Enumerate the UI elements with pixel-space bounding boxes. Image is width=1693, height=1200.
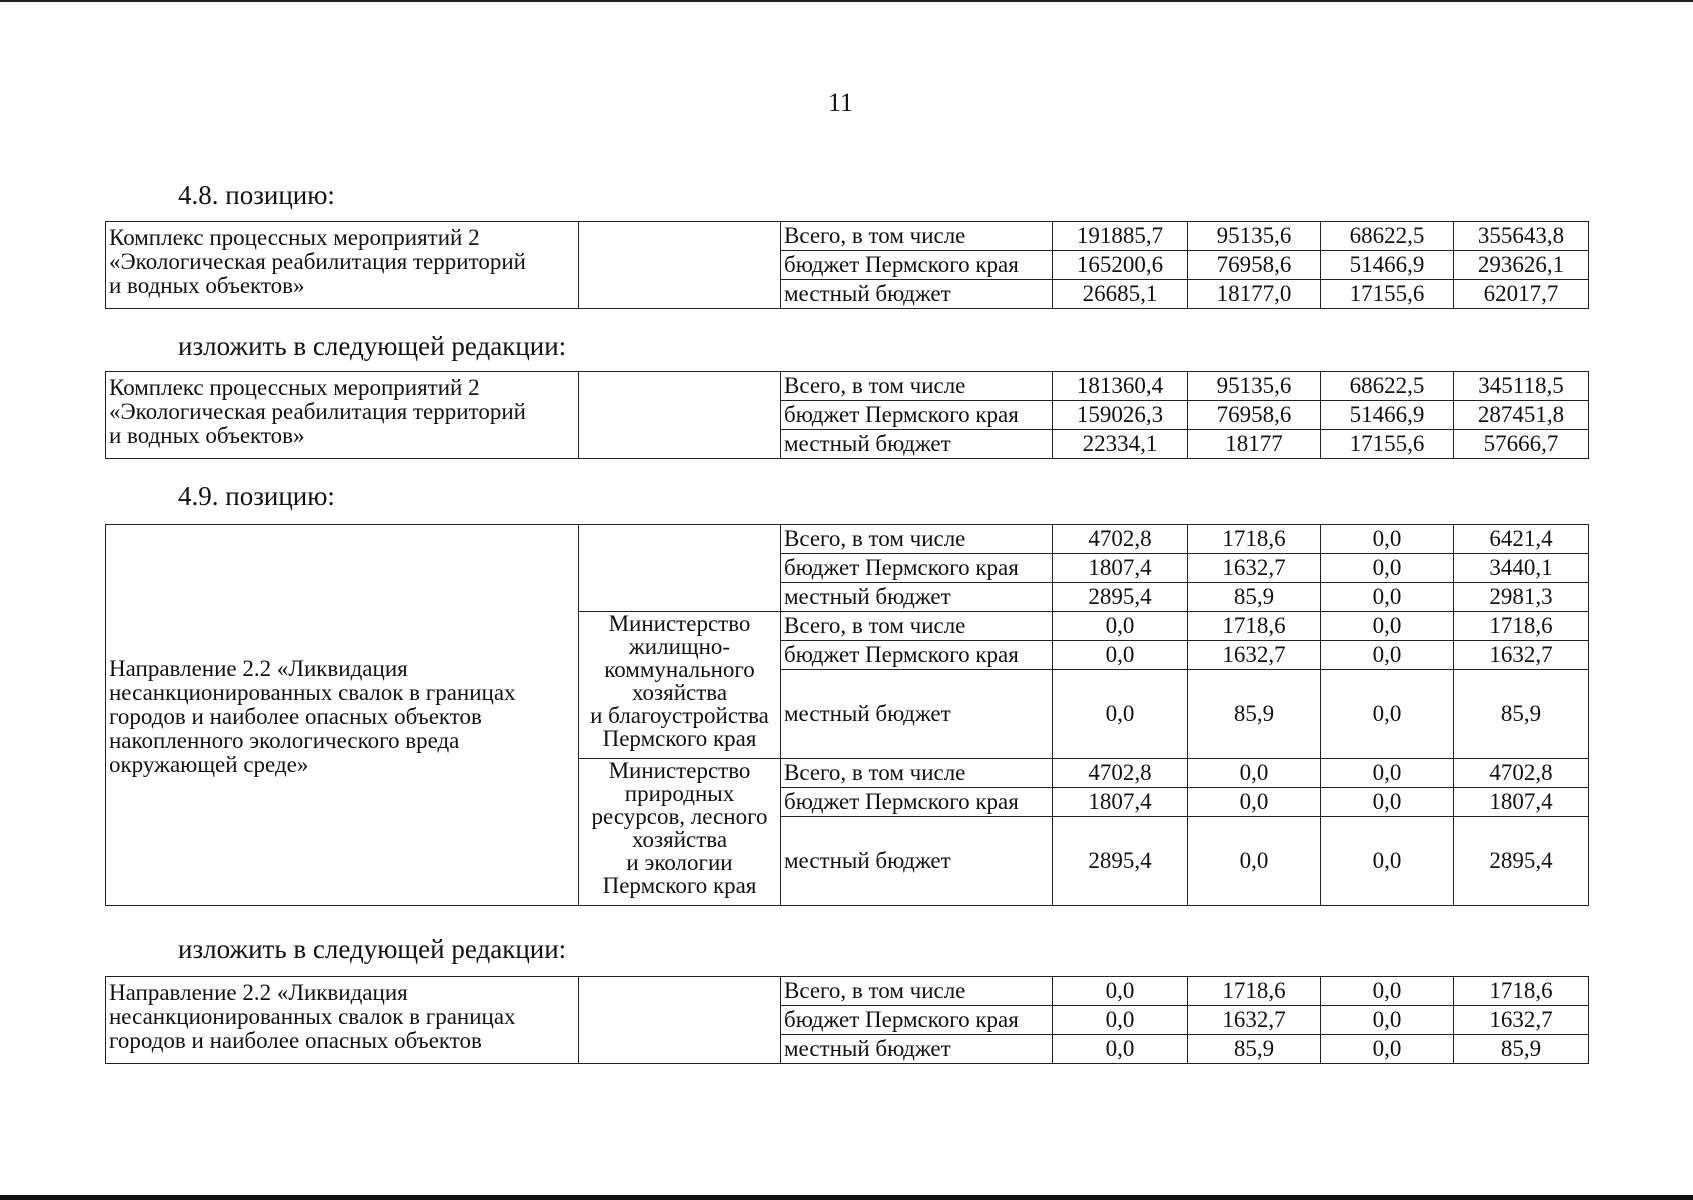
funding-source-cell: местный бюджет — [781, 280, 1053, 309]
table-row — [106, 977, 1589, 1006]
value-cell: 345118,5 — [1454, 372, 1589, 401]
value-cell: 3440,1 — [1454, 554, 1589, 583]
scan-edge-bottom — [0, 1195, 1693, 1200]
position-name-cell: Направление 2.2 «Ликвидация несанкционированных свалок в границах городов и наиболее опасных объектов — [106, 977, 579, 1064]
value-cell: 18177 — [1188, 430, 1321, 459]
value-cell: 1718,6 — [1188, 612, 1321, 641]
value-cell: 0,0 — [1188, 759, 1321, 788]
funding-source-cell: бюджет Пермского края — [781, 641, 1053, 670]
value-cell: 17155,6 — [1321, 430, 1454, 459]
value-cell: 85,9 — [1188, 1035, 1321, 1064]
position-table-4-8-new — [105, 371, 1589, 459]
value-cell: 0,0 — [1321, 583, 1454, 612]
value-cell: 0,0 — [1188, 817, 1321, 906]
scan-edge-top — [0, 0, 1693, 2]
value-cell: 17155,6 — [1321, 280, 1454, 309]
position-name-cell: Направление 2.2 «Ликвидация несанкционированных свалок в границах городов и наиболее опасных объектов накопленного экологического вреда окружающей среде» — [106, 525, 579, 906]
funding-source-cell: бюджет Пермского края — [781, 251, 1053, 280]
value-cell: 165200,6 — [1053, 251, 1188, 280]
value-cell: 2895,4 — [1053, 817, 1188, 906]
value-cell: 85,9 — [1454, 670, 1589, 759]
value-cell: 0,0 — [1321, 525, 1454, 554]
value-cell: 0,0 — [1321, 817, 1454, 906]
executor-cell — [579, 222, 781, 309]
value-cell: 0,0 — [1053, 1006, 1188, 1035]
executor-cell — [579, 977, 781, 1064]
section-heading-4-8: 4.8. позицию: — [178, 180, 335, 210]
funding-source-cell: местный бюджет — [781, 670, 1053, 759]
section-heading-4-9: 4.9. позицию: — [178, 481, 335, 511]
funding-source-cell: Всего, в том числе — [781, 759, 1053, 788]
value-cell: 0,0 — [1053, 641, 1188, 670]
value-cell: 57666,7 — [1454, 430, 1589, 459]
value-cell: 6421,4 — [1454, 525, 1589, 554]
value-cell: 18177,0 — [1188, 280, 1321, 309]
position-name-cell: Комплекс процессных мероприятий 2 «Экологическая реабилитация территорий и водных объектов» — [106, 222, 579, 309]
funding-source-cell: Всего, в том числе — [781, 525, 1053, 554]
value-cell: 76958,6 — [1188, 401, 1321, 430]
value-cell: 0,0 — [1321, 612, 1454, 641]
table-row — [106, 222, 1589, 251]
funding-source-cell: Всего, в том числе — [781, 977, 1053, 1006]
value-cell: 355643,8 — [1454, 222, 1589, 251]
value-cell: 1632,7 — [1188, 554, 1321, 583]
value-cell: 0,0 — [1188, 788, 1321, 817]
value-cell: 159026,3 — [1053, 401, 1188, 430]
funding-source-cell: местный бюджет — [781, 430, 1053, 459]
value-cell: 1718,6 — [1188, 525, 1321, 554]
value-cell: 1718,6 — [1188, 977, 1321, 1006]
value-cell: 1632,7 — [1188, 1006, 1321, 1035]
value-cell: 62017,7 — [1454, 280, 1589, 309]
value-cell: 51466,9 — [1321, 401, 1454, 430]
value-cell: 0,0 — [1321, 788, 1454, 817]
value-cell: 85,9 — [1188, 583, 1321, 612]
value-cell: 68622,5 — [1321, 222, 1454, 251]
value-cell: 51466,9 — [1321, 251, 1454, 280]
value-cell: 0,0 — [1053, 1035, 1188, 1064]
value-cell: 95135,6 — [1188, 222, 1321, 251]
funding-source-cell: Всего, в том числе — [781, 372, 1053, 401]
value-cell: 1807,4 — [1053, 554, 1188, 583]
value-cell: 85,9 — [1188, 670, 1321, 759]
value-cell: 1807,4 — [1053, 788, 1188, 817]
funding-source-cell: бюджет Пермского края — [781, 401, 1053, 430]
position-name-cell: Комплекс процессных мероприятий 2 «Экологическая реабилитация территорий и водных объектов» — [106, 372, 579, 459]
executor-cell: Министерство природных ресурсов, лесного хозяйства и экологии Пермского края — [579, 759, 781, 906]
value-cell: 1718,6 — [1454, 612, 1589, 641]
value-cell: 1632,7 — [1454, 1006, 1589, 1035]
funding-source-cell: Всего, в том числе — [781, 222, 1053, 251]
value-cell: 0,0 — [1321, 1035, 1454, 1064]
value-cell: 0,0 — [1053, 670, 1188, 759]
funding-source-cell: местный бюджет — [781, 1035, 1053, 1064]
page-number: 11 — [828, 88, 854, 117]
value-cell: 1632,7 — [1454, 641, 1589, 670]
value-cell: 1718,6 — [1454, 977, 1589, 1006]
value-cell: 68622,5 — [1321, 372, 1454, 401]
value-cell: 85,9 — [1454, 1035, 1589, 1064]
value-cell: 76958,6 — [1188, 251, 1321, 280]
funding-source-cell: бюджет Пермского края — [781, 788, 1053, 817]
funding-source-cell: местный бюджет — [781, 583, 1053, 612]
value-cell: 0,0 — [1321, 554, 1454, 583]
value-cell: 0,0 — [1053, 977, 1188, 1006]
executor-cell — [579, 372, 781, 459]
value-cell: 2895,4 — [1053, 583, 1188, 612]
position-table-4-9-new — [105, 976, 1589, 1064]
section-heading-4-9-new: изложить в следующей редакции: — [178, 934, 567, 964]
funding-source-cell: бюджет Пермского края — [781, 554, 1053, 583]
value-cell: 1632,7 — [1188, 641, 1321, 670]
value-cell: 22334,1 — [1053, 430, 1188, 459]
executor-cell — [579, 525, 781, 612]
value-cell: 4702,8 — [1053, 759, 1188, 788]
funding-source-cell: Всего, в том числе — [781, 612, 1053, 641]
value-cell: 0,0 — [1321, 641, 1454, 670]
section-heading-4-8-new: изложить в следующей редакции: — [178, 331, 567, 361]
value-cell: 0,0 — [1053, 612, 1188, 641]
executor-cell: Министерство жилищно- коммунального хозяйства и благоустройства Пермского края — [579, 612, 781, 759]
value-cell: 287451,8 — [1454, 401, 1589, 430]
value-cell: 0,0 — [1321, 1006, 1454, 1035]
value-cell: 4702,8 — [1053, 525, 1188, 554]
value-cell: 95135,6 — [1188, 372, 1321, 401]
table-row — [106, 372, 1589, 401]
value-cell: 2895,4 — [1454, 817, 1589, 906]
value-cell: 26685,1 — [1053, 280, 1188, 309]
value-cell: 191885,7 — [1053, 222, 1188, 251]
funding-source-cell: бюджет Пермского края — [781, 1006, 1053, 1035]
value-cell: 4702,8 — [1454, 759, 1589, 788]
value-cell: 181360,4 — [1053, 372, 1188, 401]
table-row — [106, 525, 1589, 554]
value-cell: 2981,3 — [1454, 583, 1589, 612]
value-cell: 0,0 — [1321, 670, 1454, 759]
value-cell: 293626,1 — [1454, 251, 1589, 280]
value-cell: 1807,4 — [1454, 788, 1589, 817]
position-table-4-9-old — [105, 524, 1589, 906]
position-table-4-8-old — [105, 221, 1589, 309]
value-cell: 0,0 — [1321, 759, 1454, 788]
value-cell: 0,0 — [1321, 977, 1454, 1006]
funding-source-cell: местный бюджет — [781, 817, 1053, 906]
